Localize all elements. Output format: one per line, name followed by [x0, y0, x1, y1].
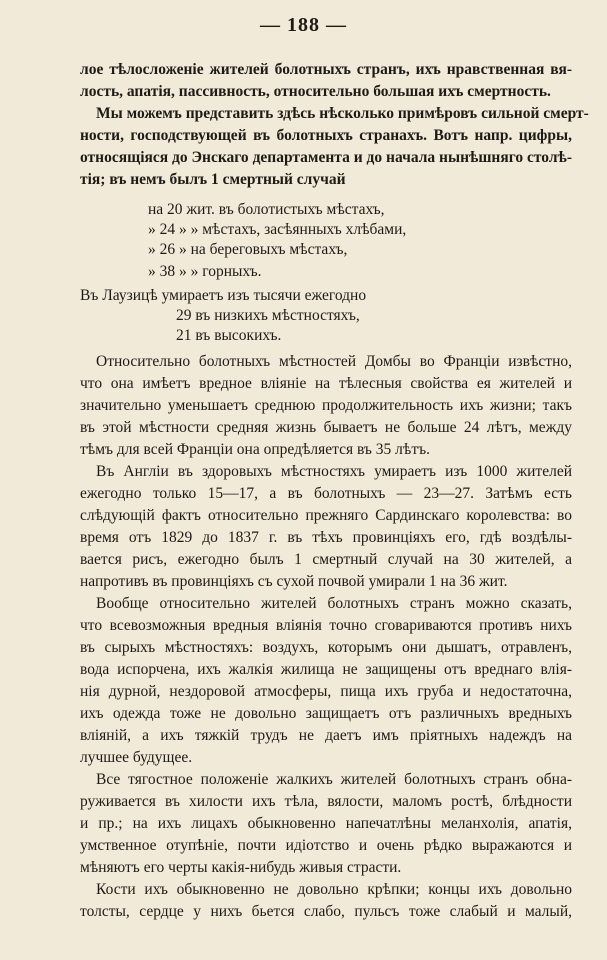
text-line: вода испорчена, ихъ жалкія жилища не защищены отъ вреднаго влія- [80, 661, 572, 678]
text-line: относящіяся до Энскаго департамента и до начала нынѣшняго столѣ- [80, 149, 572, 166]
text-line: Мы можемъ представить здѣсь нѣсколько примѣровъ сильной смерт- [96, 105, 589, 122]
text-line: толсты, сердце у нихъ бьется слабо, пульсъ тоже слабый и малый, [80, 903, 572, 920]
mortality-row: » 26 » на береговыхъ мѣстахъ, [148, 241, 348, 258]
text-line: время отъ 1829 до 1837 г. въ тѣхъ провинціяхъ его, гдѣ воздѣлы- [80, 529, 572, 546]
page-number: — 188 — [260, 14, 347, 36]
text-line: вается рисъ, ежегодно былъ 1 смертный случай на 30 жителей, а [80, 551, 572, 568]
text-line: ности, господствующей въ болотныхъ странахъ. Вотъ напр. цифры, [80, 127, 572, 144]
text-line: Относительно болотныхъ мѣстностей Домбы во Франціи извѣстно, [96, 353, 572, 370]
text-line: что всевозможныя вредныя вліянія точно сговариваются противъ нихъ [80, 617, 572, 634]
text-line: лучшее будущее. [80, 749, 193, 766]
text-line: Кости ихъ обыкновенно не довольно крѣпки; концы ихъ довольно [96, 881, 572, 898]
text-line: слѣдующій фактъ относительно прежняго Сардинскаго королевства: во [80, 507, 572, 524]
text-line: что она имѣетъ вредное вліяніе на тѣлесныя свойства ея жителей и [80, 375, 572, 392]
text-line: въ этой мѣстности средняя жизнь бываетъ не больше 24 лѣтъ, между [80, 419, 572, 436]
text-line: значительно уменьшаетъ среднюю продолжительность ихъ жизни; такъ [80, 397, 572, 414]
text-line: мѣняютъ его черты какія-нибудь живыя страсти. [80, 859, 402, 876]
text-line: ихъ одежда тоже не довольно защищаетъ отъ различныхъ вредныхъ [80, 705, 572, 722]
text-line: тія; въ немъ былъ 1 смертный случай [80, 171, 346, 188]
lausitz-heading: Въ Лаузицѣ умираетъ изъ тысячи ежегодно [80, 287, 367, 304]
text-line: и пр.; на ихъ лицахъ обыкновенно напечатлѣны меланхолія, апатія, [80, 815, 572, 832]
text-line: умственное отупѣніе, почти идіотство и очень рѣдко выражаются и [80, 837, 572, 854]
text-line: руживается въ хилости ихъ тѣла, вялости, маломъ ростѣ, блѣдности [80, 793, 572, 810]
text-line: Все тягостное положеніе жалкихъ жителей болотныхъ странъ обна- [96, 771, 572, 788]
lausitz-row: 29 въ низкихъ мѣстностяхъ, [176, 307, 360, 324]
text-line: въ сырыхъ мѣстностяхъ: воздухъ, которымъ они дышатъ, отравленъ, [80, 639, 572, 656]
text-line: Вообще относительно жителей болотныхъ странъ можно сказать, [96, 595, 572, 612]
text-line: лое тѣлосложеніе жителей болотныхъ странъ, ихъ нравственная вя- [80, 61, 572, 78]
lausitz-row: 21 въ высокихъ. [176, 327, 282, 344]
text-line: нія дурной, нездоровой атмосферы, пища ихъ груба и недостаточна, [80, 683, 572, 700]
mortality-row: » 38 » » горныхъ. [148, 263, 262, 280]
text-line: напротивъ въ провинціяхъ съ сухой почвой умирали 1 на 36 жит. [80, 573, 508, 590]
text-line: Въ Англіи въ здоровыхъ мѣстностяхъ умираетъ изъ 1000 жителей [96, 463, 572, 480]
mortality-row: на 20 жит. въ болотистыхъ мѣстахъ, [148, 201, 385, 218]
text-line: ежегодно только 15—17, а въ болотныхъ — 23—27. Затѣмъ есть [80, 485, 572, 502]
text-line: вліяній, а ихъ тяжкій трудъ не даетъ имъ пріятныхъ надеждъ на [80, 727, 572, 744]
text-line: лость, апатія, пассивность, относительно большая ихъ смертность. [80, 83, 551, 100]
text-line: тѣмъ для всей Франціи она опредѣляется въ 35 лѣтъ. [80, 441, 430, 458]
mortality-row: » 24 » » мѣстахъ, засѣянныхъ хлѣбами, [148, 221, 407, 238]
